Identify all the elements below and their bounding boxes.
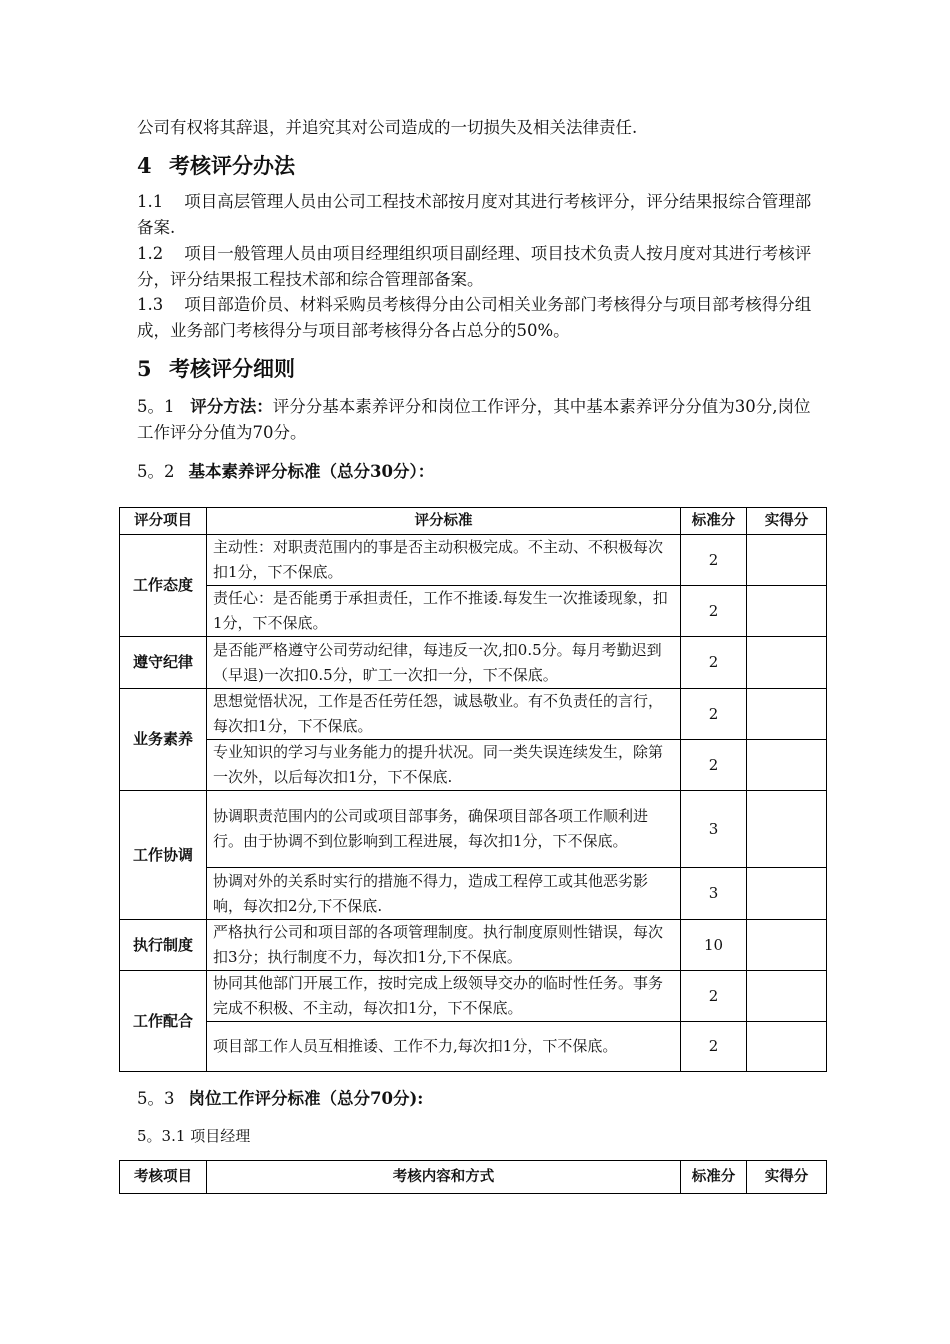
subsection-number: 5。3.1: [137, 1127, 186, 1145]
subsection-title: 基本素养评分标准（总分30分）：: [188, 462, 435, 481]
header-cell: 实得分: [747, 1161, 827, 1194]
actual-score-cell[interactable]: [747, 535, 827, 586]
section-4-heading: [137, 150, 295, 180]
subsection-number: 5。3: [137, 1089, 175, 1108]
standard-cell: 责任心：是否能勇于承担责任，工作不推诿.每发生一次推诿现象，扣1分，下不保底。: [207, 586, 681, 637]
actual-score-cell[interactable]: [747, 689, 827, 740]
standard-cell: 是否能严格遵守公司劳动纪律，每违反一次,扣0.5分。每月考勤迟到（早退)一次扣0.5分，旷工一次扣一分，下不保底。: [207, 637, 681, 689]
subsection-number: 5。1: [137, 397, 175, 416]
actual-score-cell[interactable]: [747, 971, 827, 1022]
header-cell: 考核项目: [120, 1161, 207, 1194]
header-cell: 标准分: [681, 508, 747, 535]
section-5-3-heading: [137, 1085, 423, 1109]
section-5-title: 考核评分细则: [169, 356, 295, 381]
item-text: 项目一般管理人员由项目经理组织项目副经理、项目技术负责人按月度对其进行考核评分，评分结果报工程技术部和综合管理部备案。: [137, 244, 812, 289]
table-row: [120, 971, 827, 1022]
actual-score-cell[interactable]: [747, 740, 827, 791]
header-cell: 标准分: [681, 1161, 747, 1194]
actual-score-cell[interactable]: [747, 586, 827, 637]
intro-line: 公司有权将其辞退，并追究其对公司造成的一切损失及相关法律责任.: [137, 118, 638, 137]
item-number: 1.1: [137, 192, 164, 211]
standard-cell: 协调职责范围内的公司或项目部事务，确保项目部各项工作顺利进行。由于协调不到位影响到工程进展，每次扣1分，下不保底。: [207, 791, 681, 868]
score-cell: 10: [681, 920, 747, 971]
score-cell: 2: [681, 1022, 747, 1072]
section-5-1: [137, 394, 817, 446]
actual-score-cell[interactable]: [747, 637, 827, 689]
header-cell: 考核内容和方式: [207, 1161, 681, 1194]
category-cell: 业务素养: [120, 689, 207, 791]
standard-cell: 协调对外的关系时实行的措施不得力，造成工程停工或其他恶劣影响，每次扣2分,下不保底.: [207, 868, 681, 920]
actual-score-cell[interactable]: [747, 791, 827, 868]
score-cell: 2: [681, 689, 747, 740]
section-5-2-heading: [137, 458, 434, 482]
score-cell: 3: [681, 791, 747, 868]
score-cell: 2: [681, 971, 747, 1022]
standard-cell: 协同其他部门开展工作，按时完成上级领导交办的临时性任务。事务完成不积极、不主动，每次扣1分，下不保底。: [207, 971, 681, 1022]
standard-cell: 思想觉悟状况，工作是否任劳任怨，诚恳敬业。有不负责任的言行，每次扣1分，下不保底。: [207, 689, 681, 740]
subsection-label: 评分方法：: [190, 397, 273, 416]
category-cell: 工作协调: [120, 791, 207, 920]
subsection-text: 评分分基本素养评分和岗位工作评分，其中基本素养评分分值为30分,岗位工作评分分值为70分。: [137, 397, 811, 442]
standard-cell: 主动性：对职责范围内的事是否主动积极完成。不主动、不积极每次扣1分，下不保底。: [207, 535, 681, 586]
table-row: [120, 791, 827, 868]
header-cell: 评分标准: [207, 508, 681, 535]
section-5-3-1-heading: [137, 1125, 250, 1146]
subsection-number: 5。2: [137, 462, 175, 481]
table-row: [120, 586, 827, 637]
header-cell: 评分项目: [120, 508, 207, 535]
score-cell: 2: [681, 740, 747, 791]
section-4-number: 4: [137, 153, 152, 178]
standard-cell: 项目部工作人员互相推诿、工作不力,每次扣1分，下不保底。: [207, 1022, 681, 1072]
section-4-item-3: [137, 292, 817, 344]
table-row: [120, 535, 827, 586]
category-cell: 工作配合: [120, 971, 207, 1072]
item-number: 1.2: [137, 244, 164, 263]
score-cell: 2: [681, 586, 747, 637]
standard-cell: 严格执行公司和项目部的各项管理制度。执行制度原则性错误，每次扣3分；执行制度不力，每次扣1分,下不保底。: [207, 920, 681, 971]
header-cell: 实得分: [747, 508, 827, 535]
section-5-heading: [137, 353, 295, 383]
category-cell: 工作态度: [120, 535, 207, 637]
score-cell: 2: [681, 535, 747, 586]
item-text: 项目高层管理人员由公司工程技术部按月度对其进行考核评分，评分结果报综合管理部备案.: [137, 192, 812, 237]
actual-score-cell[interactable]: [747, 1022, 827, 1072]
table-header-row: [120, 1161, 827, 1194]
category-cell: 执行制度: [120, 920, 207, 971]
basic-quality-score-table: [119, 507, 827, 1072]
table-row: [120, 1022, 827, 1072]
score-cell: 2: [681, 637, 747, 689]
item-text: 项目部造价员、材料采购员考核得分由公司相关业务部门考核得分与项目部考核得分组成，业务部门考核得分与项目部考核得分各占总分的50%。: [137, 295, 812, 340]
actual-score-cell[interactable]: [747, 868, 827, 920]
section-5-number: 5: [137, 356, 152, 381]
table-row: [120, 637, 827, 689]
section-4-item-2: [137, 241, 817, 293]
standard-cell: 专业知识的学习与业务能力的提升状况。同一类失误连续发生，除第一次外，以后每次扣1分，下不保底.: [207, 740, 681, 791]
category-cell: 遵守纪律: [120, 637, 207, 689]
project-manager-score-table: [119, 1160, 827, 1194]
table-row: [120, 740, 827, 791]
section-4-item-1: [137, 189, 817, 241]
table-row: [120, 868, 827, 920]
actual-score-cell[interactable]: [747, 920, 827, 971]
table-header-row: [120, 508, 827, 535]
score-cell: 3: [681, 868, 747, 920]
table-row: [120, 689, 827, 740]
section-4-title: 考核评分办法: [169, 153, 295, 178]
table-row: [120, 920, 827, 971]
subsection-title: 项目经理: [190, 1127, 251, 1145]
item-number: 1.3: [137, 295, 164, 314]
subsection-title: 岗位工作评分标准（总分70分):: [188, 1089, 424, 1108]
